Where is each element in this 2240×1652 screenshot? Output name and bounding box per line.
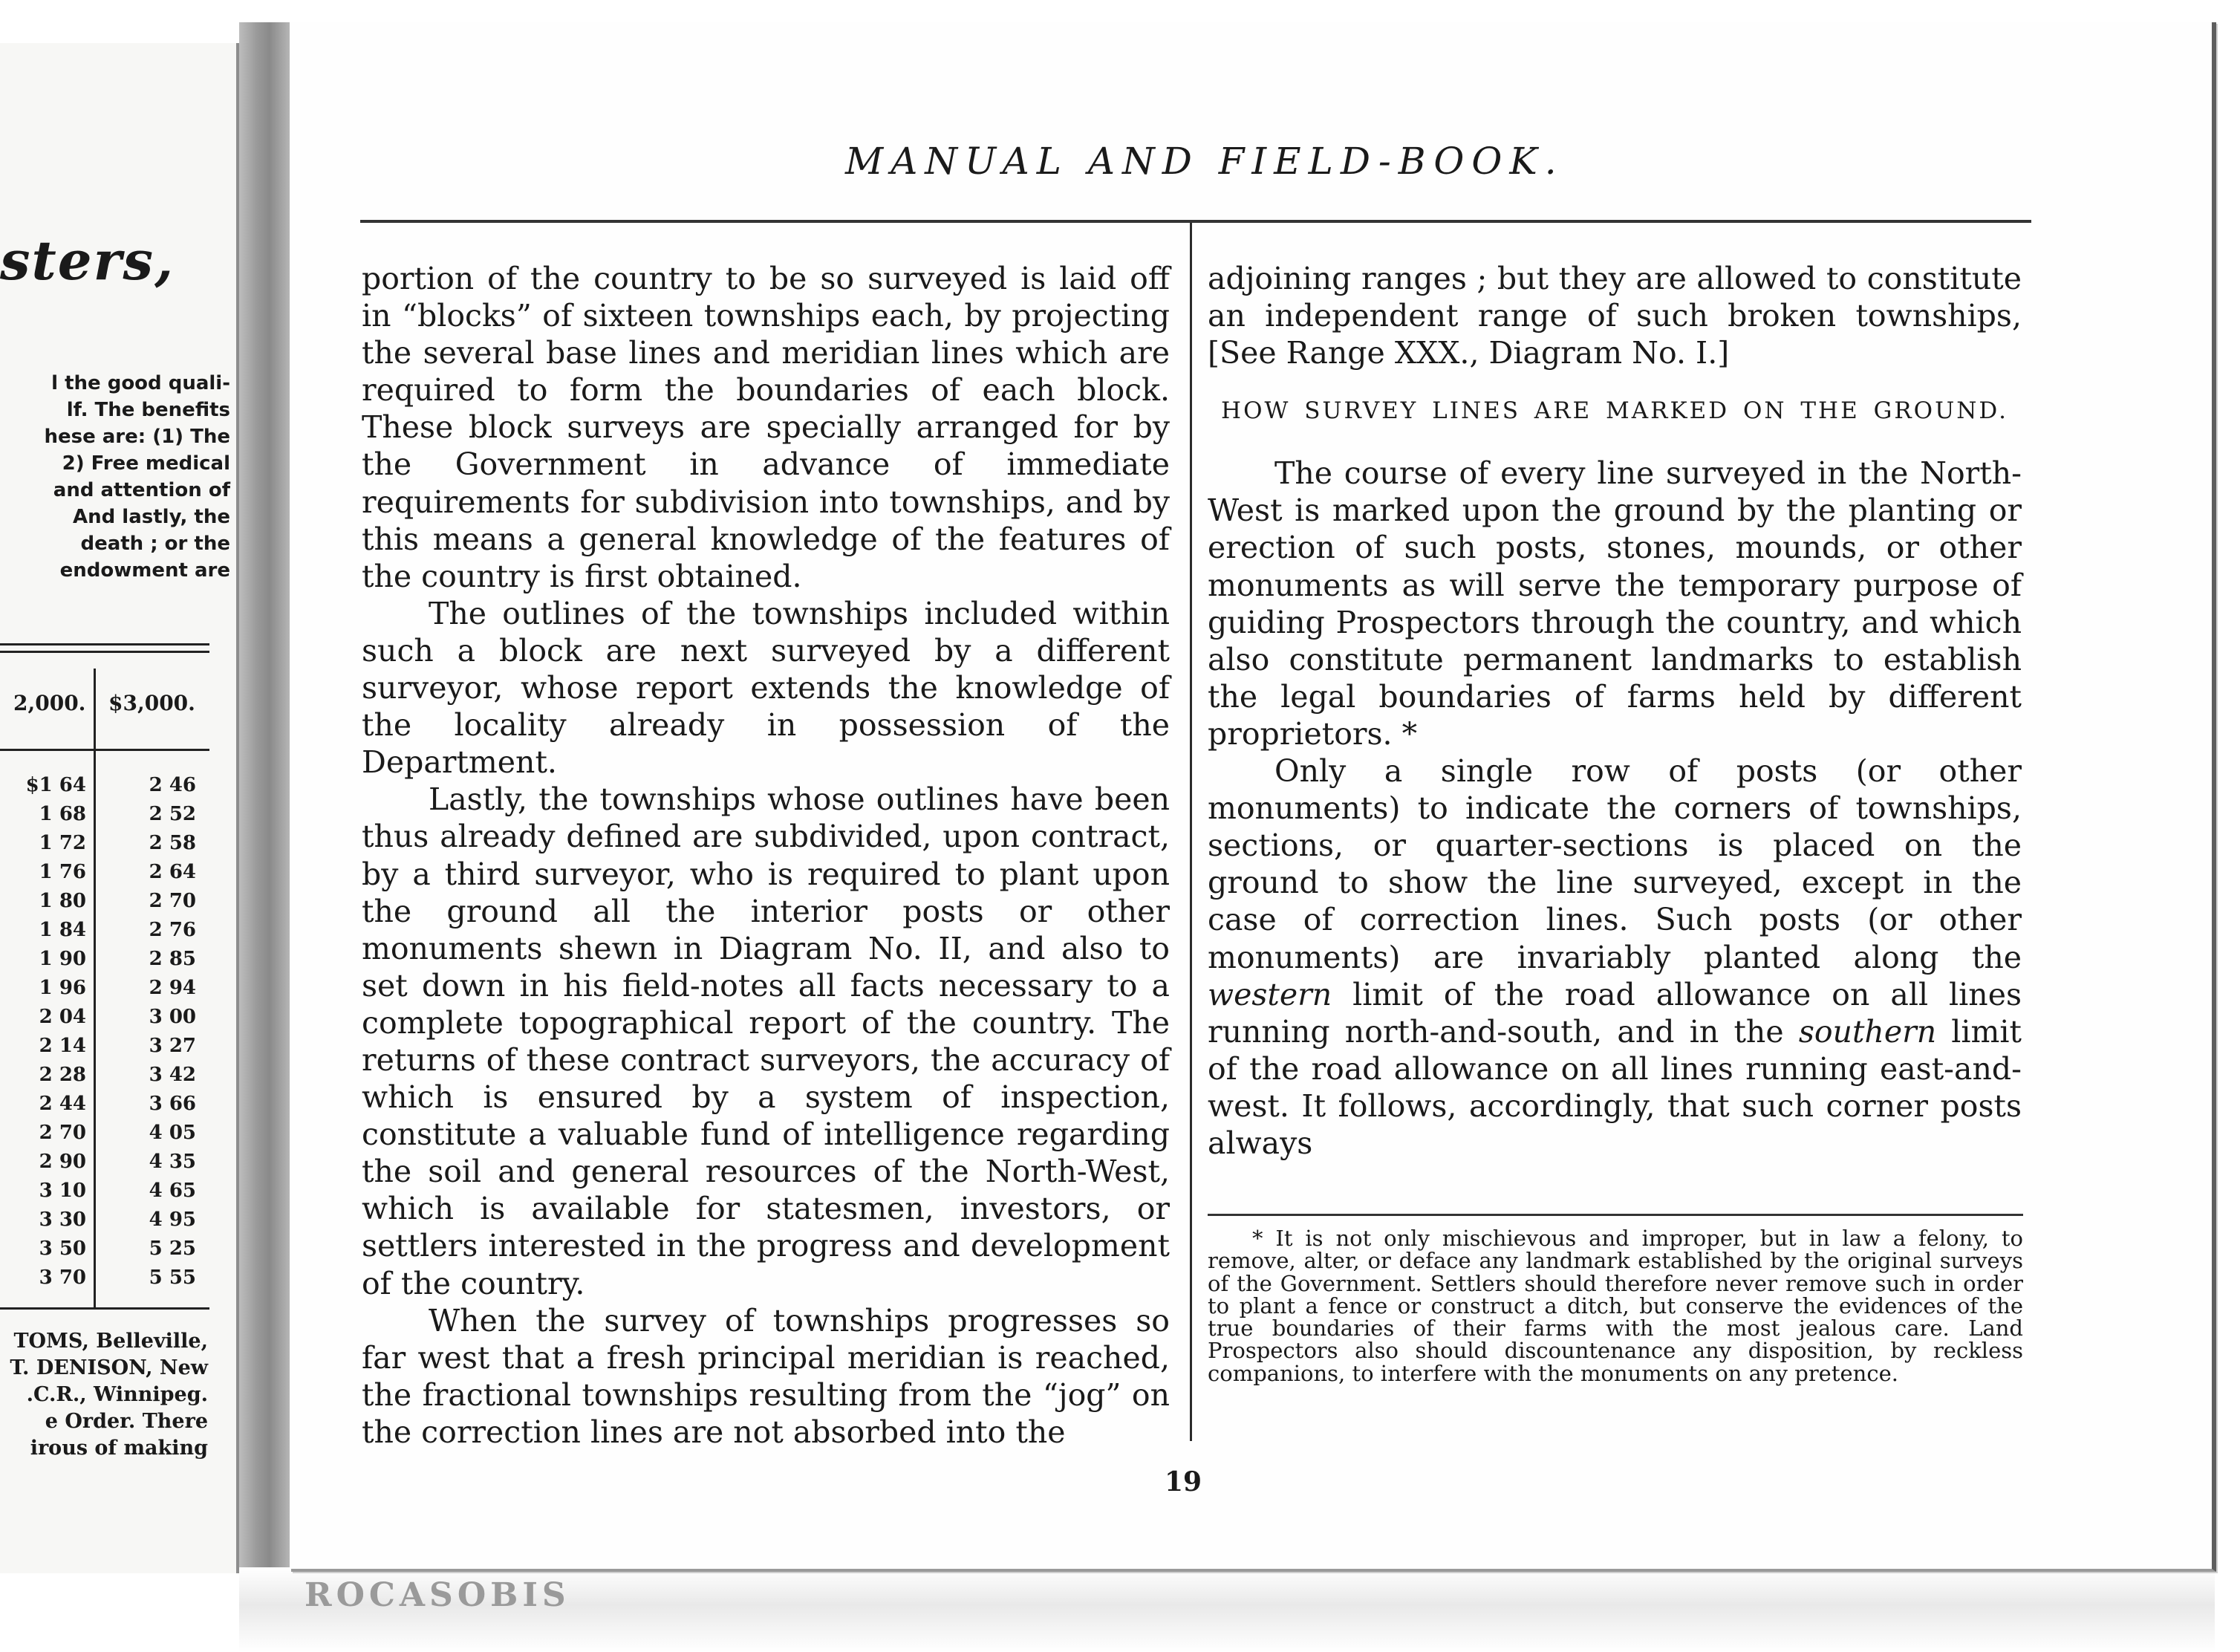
table-header-2000: 2,000. (13, 691, 86, 715)
table-cell: 1 68 (39, 803, 86, 825)
emphasis-southern: southern (1798, 1013, 1937, 1050)
section-heading: HOW SURVEY LINES ARE MARKED ON THE GROUND. (1221, 397, 2008, 425)
page-number: 19 (1165, 1466, 1202, 1497)
bottom-edge-text: ROCASOBIS (305, 1576, 570, 1614)
previous-page-line: hese are: (1) The (44, 426, 230, 448)
footer-line: T. DENISON, New (10, 1356, 208, 1379)
table-row (0, 1093, 209, 1115)
footer-line: TOMS, Belleville, (13, 1330, 208, 1353)
previous-page-footer (7, 1328, 208, 1462)
table-row (0, 1035, 209, 1057)
table-cell: 4 35 (149, 1151, 196, 1173)
footnote-rule (1208, 1214, 2023, 1216)
paragraph: The course of every line surveyed in the North-West is marked upon the ground by the planting or erection of such posts, stones, mounds, or other monuments as will serve the temporary purpose of guiding Prospectors through the country, and which also constitute permanent landmarks to establish the legal boundaries of farms held by different proprietors. * (1208, 455, 2022, 752)
paragraph: adjoining ranges ; but they are allowed to constitute an independent range of such broken townships, [See Range XXX., Diagram No. I.] (1208, 261, 2022, 371)
table-row (0, 1064, 209, 1086)
table-cell: 1 76 (39, 861, 86, 883)
table-row (0, 919, 209, 941)
footnote (1208, 1227, 2023, 1385)
table-row (0, 832, 209, 854)
table-cell: 4 95 (149, 1209, 196, 1231)
table-cell: 2 28 (39, 1064, 86, 1086)
table-row (0, 1209, 209, 1231)
table-row (0, 1180, 209, 1202)
table-cell: 3 00 (149, 1006, 196, 1028)
table-cell: 3 27 (149, 1035, 196, 1057)
table-rule-top (0, 643, 209, 645)
table-cell: 1 96 (39, 977, 86, 999)
table-cell: 2 52 (149, 803, 196, 825)
table-row (0, 861, 209, 883)
previous-page-text (7, 370, 230, 584)
table-row (0, 1151, 209, 1173)
table-row (0, 948, 209, 970)
previous-page-line: 2) Free medical (62, 452, 230, 475)
table-cell: 2 04 (39, 1006, 86, 1028)
table-cell: 3 42 (149, 1064, 196, 1086)
paragraph (1208, 752, 2022, 1162)
text-run: limit of the road allowance on all lines running north-and-south, and in the (1208, 976, 2022, 1050)
table-rule-top-2 (0, 651, 209, 653)
paragraph: portion of the country to be so surveyed is laid off in “blocks” of sixteen townships each, by projecting the several base lines and meridian lines which are required to form the boundaries of each block. These block surveys are specially arranged for by the Government in advance of immediate requirements for subdivision into townships, and by this means a general knowledge of the features of the country is first obtained. (362, 261, 1170, 594)
emphasis-western: western (1208, 976, 1332, 1012)
text-run: limit of the road allowance on all lines running east-and-west. It follows, accordingly, that such corner posts always (1208, 1013, 2022, 1161)
table-cell: 3 70 (39, 1266, 86, 1289)
running-head: MANUAL AND FIELD-BOOK. (845, 140, 1564, 183)
previous-page-line: endowment are (59, 559, 230, 582)
table-cell: 1 84 (39, 919, 86, 941)
paragraph: The outlines of the townships included within such a block are next surveyed by a different surveyor, whose report extends the knowledge of the locality already in possession of the Department. (362, 595, 1170, 781)
table-cell: 3 66 (149, 1093, 196, 1115)
table-cell: 2 76 (149, 919, 196, 941)
table-row (0, 1122, 209, 1144)
table-cell: 1 90 (39, 948, 86, 970)
table-cell: 2 44 (39, 1093, 86, 1115)
table-row (0, 890, 209, 912)
previous-page-line: and attention of (53, 479, 230, 501)
previous-page-fragment (0, 43, 239, 1573)
previous-page-line: death ; or the (80, 533, 230, 555)
previous-page-line: lf. The benefits (66, 399, 230, 421)
table-row (0, 977, 209, 999)
table-cell: 2 94 (149, 977, 196, 999)
table-cell: 1 80 (39, 890, 86, 912)
text-run: Only a single row of posts (or other monuments) to indicate the corners of townships, sections, or quarter-sections is placed on the ground to show the line surveyed, except in the case of correction lines. Such posts (or other monuments) are invariably planted along the (1208, 753, 2022, 975)
table-row (0, 774, 209, 796)
table-row (0, 803, 209, 825)
previous-page-heading: sters, (0, 229, 175, 292)
left-column (362, 260, 1170, 1451)
table-rule-bottom (0, 1307, 209, 1310)
table-cell: 4 65 (149, 1180, 196, 1202)
paragraph: When the survey of townships progresses so far west that a fresh principal meridian is reached, the fractional townships resulting from the “jog” on the correction lines are not absorbed into the (362, 1302, 1170, 1450)
book-gutter (239, 22, 290, 1604)
table-cell: $1 64 (25, 774, 86, 796)
right-column (1208, 260, 2022, 1162)
table-cell: 2 85 (149, 948, 196, 970)
table-cell: 2 46 (149, 774, 196, 796)
table-cell: 5 25 (149, 1238, 196, 1260)
footer-line: .C.R., Winnipeg. (26, 1383, 208, 1406)
table-cell: 5 55 (149, 1266, 196, 1289)
footer-line: irous of making (30, 1437, 208, 1460)
table-cell: 2 70 (149, 890, 196, 912)
table-row (0, 1238, 209, 1260)
column-divider (1190, 223, 1192, 1441)
previous-page-line: l the good quali- (51, 372, 230, 394)
header-rule (360, 220, 2031, 223)
footer-line: e Order. There (45, 1410, 208, 1433)
table-header-rule (0, 749, 209, 751)
footnote-text: * It is not only mischievous and improper, but in law a felony, to remove, alter, or deface any landmark established by the original surveys of the Government. Settlers should therefore never remove such in order to plant a fence or construct a ditch, but conserve the evidences of the true boundaries of their farms with the most jealous care. Land Prospectors also should discountenance any disposition, by reckless companions, to interfere with the monuments on any pretence. (1208, 1226, 2023, 1386)
table-row (0, 1266, 209, 1289)
table-cell: 3 50 (39, 1238, 86, 1260)
table-cell: 4 05 (149, 1122, 196, 1144)
table-cell: 2 64 (149, 861, 196, 883)
table-cell: 2 90 (39, 1151, 86, 1173)
paragraph: Lastly, the townships whose outlines have been thus already defined are subdivided, upon contract, by a third surveyor, who is required to plant upon the ground all the interior posts or other monuments shewn in Diagram No. II, and also to set down in his field-notes all facts necessary to a complete topographical report of the country. The returns of these contract surveyors, the accuracy of which is ensured by a system of inspection, constitute a valuable fund of intelligence regarding the soil and general resources of the North-West, which is available for statesmen, investors, or settlers interested in the progress and development of the country. (362, 781, 1170, 1301)
table-header-3000: $3,000. (108, 691, 195, 715)
table-cell: 3 10 (39, 1180, 86, 1202)
table-cell: 2 70 (39, 1122, 86, 1144)
previous-page-line: And lastly, the (73, 506, 230, 528)
table-row (0, 1006, 209, 1028)
table-cell: 1 72 (39, 832, 86, 854)
table-cell: 3 30 (39, 1209, 86, 1231)
table-cell: 2 14 (39, 1035, 86, 1057)
table-cell: 2 58 (149, 832, 196, 854)
